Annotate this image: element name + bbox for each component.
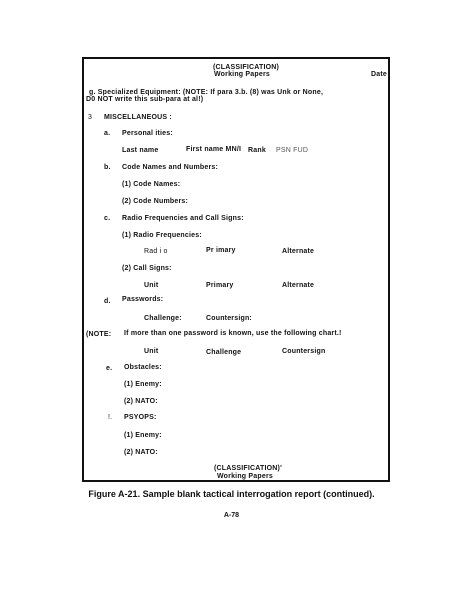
- page-number: A-78: [223, 512, 240, 519]
- note-field-countersign: Countersign: [282, 348, 326, 355]
- item-f-label: PSYOPS:: [124, 414, 157, 421]
- item-c-sub2-field-unit: Unit: [144, 282, 159, 289]
- header-working-papers: Working Papers: [214, 71, 270, 78]
- item-c-sub2-field-alternate: Alternate: [282, 282, 315, 289]
- item-d-label: Passwords:: [122, 296, 164, 303]
- item-c-label: Radio Frequencies and Call Signs:: [122, 215, 244, 222]
- item-e-letter: e.: [106, 365, 113, 372]
- item-d-letter: d.: [104, 298, 111, 305]
- item-f-sub1: (1) Enemy:: [124, 432, 162, 439]
- footer-classification: (CLASSIFICATION)': [214, 465, 282, 472]
- item-a-field-last-name: Last name: [122, 147, 159, 154]
- item-c-sub1-field-primary: Pr imary: [206, 247, 236, 254]
- section-g-line2: D0 NOT write this sub-para at al!): [86, 96, 204, 103]
- header-date: Date: [371, 71, 387, 78]
- figure-caption: Figure A-21. Sample blank tactical interrogation report (continued).: [88, 489, 375, 499]
- section-3-title: MISCELLANEOUS :: [104, 114, 172, 121]
- item-c-letter: c.: [104, 215, 111, 222]
- item-e-sub2: (2) NATO:: [124, 398, 158, 405]
- item-b-sub2: (2) Code Numbers:: [122, 198, 189, 205]
- item-b-letter: b.: [104, 164, 111, 171]
- item-b-sub1: (1) Code Names:: [122, 181, 181, 188]
- item-c-sub2-field-primary: Primary: [206, 282, 234, 289]
- item-f-sub2: (2) NATO:: [124, 449, 158, 456]
- item-f-letter: !.: [108, 414, 113, 421]
- item-b-label: Code Names and Numbers:: [122, 164, 219, 171]
- item-a-field-rank: Rank: [248, 147, 266, 154]
- note-field-unit: Unit: [144, 348, 159, 355]
- item-c-sub2: (2) Call Signs:: [122, 265, 172, 272]
- header-classification: (CLASSIFICATION): [213, 64, 280, 71]
- item-a-field-first-name: First name MN/I: [186, 146, 242, 153]
- item-e-sub1: (1) Enemy:: [124, 381, 162, 388]
- item-a-field-psn: PSN FUD: [276, 147, 309, 154]
- footer-working-papers: Working Papers: [217, 473, 273, 480]
- item-d-field-challenge: Challenge:: [144, 315, 182, 322]
- item-e-label: Obstacles:: [124, 364, 162, 371]
- item-a-label: Personal ities:: [122, 130, 173, 137]
- note-field-challenge: Challenge: [206, 349, 242, 356]
- item-d-field-countersign: Countersign:: [206, 315, 252, 322]
- note-lead: (NOTE:: [86, 331, 112, 338]
- section-g-line1: g. Specialized Equipment: (NOTE: If para 3.b. (8) was Unk or None,: [89, 89, 324, 96]
- item-c-sub1-field-alternate: Alternate: [282, 248, 315, 255]
- item-c-sub1: (1) Radio Frequencies:: [122, 232, 202, 239]
- item-a-letter: a.: [104, 130, 111, 137]
- note-text: If more than one password is known, use the following chart.!: [124, 330, 342, 337]
- item-c-sub1-field-radio: Rad i o: [144, 248, 168, 255]
- section-3-number: 3: [88, 114, 93, 121]
